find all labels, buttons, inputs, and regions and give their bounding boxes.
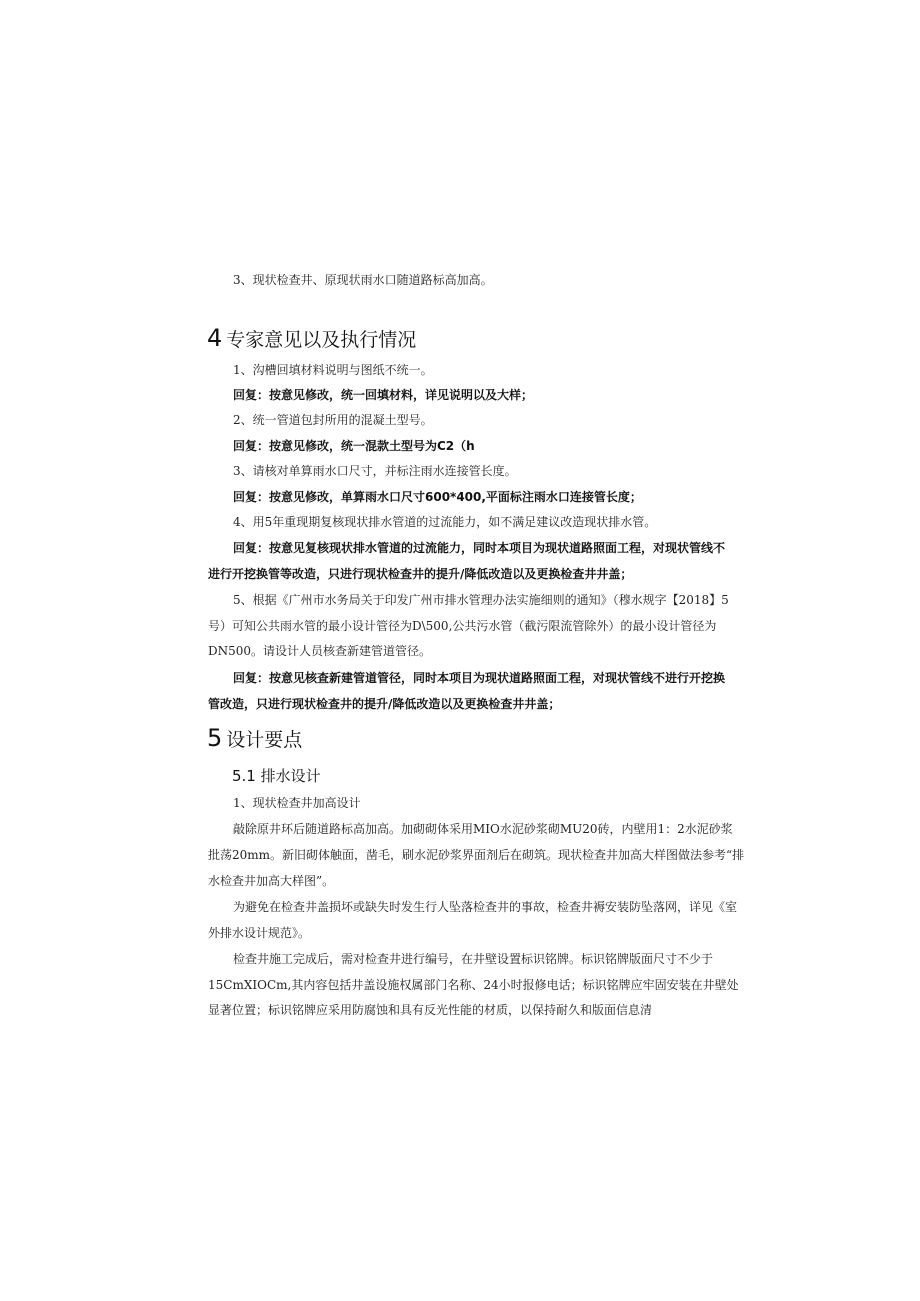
- reply-4-line-2: 进行开挖换管等改造，只进行现状检查井的提升/降低改造以及更换检查井井盖；: [208, 567, 633, 581]
- design-item-1: 1、现状检查井加高设计: [233, 796, 361, 810]
- opinion-3: 3、请核对单算雨水口尺寸，并标注雨水连接管长度。: [233, 464, 517, 478]
- opinion-5-line-3: DN500。请设计人员核查新建管道管径。: [208, 644, 432, 658]
- section-5-number: 5: [207, 724, 223, 752]
- opinion-5-line-1: 5、根据《广州市水务局关于印发广州市排水管理办法实施细则的通知》（穆水规字【2018】5: [233, 593, 729, 607]
- reply-5-line-2: 管改造，只进行现状检查井的提升/降低改造以及更换检查井井盖；: [208, 697, 561, 711]
- para-3-line-2: 15CmXIOCm,其内容包括井盖设施权属部门名称、24小时报修电话；标识铭牌应牢固安装在井壁处: [208, 978, 739, 992]
- para-1-line-1: 敲除原井环后随道路标高加高。加砌砌体采用MIO水泥砂浆砌MU20砖，内壁用1：2水泥砂浆: [233, 822, 733, 836]
- para-3-line-1: 检查井施工完成后，需对检查井进行编号，在井壁设置标识铭牌。标识铭牌版面尺寸不少于: [233, 952, 714, 966]
- para-3-line-3: 显著位置；标识铭牌应采用防腐蚀和具有反光性能的材质，以保持耐久和版面信息清: [208, 1003, 653, 1017]
- opinion-5-line-2: 号）可知公共雨水管的最小设计管径为D\500,公共污水管（截污限流管除外）的最小设计管径为: [208, 619, 717, 633]
- section-5-1-title: 排水设计: [260, 767, 321, 785]
- reply-3: 回复：按意见修改，单算雨水口尺寸600*400,平面标注雨水口连接管长度；: [233, 490, 642, 504]
- section-5-heading: [207, 726, 302, 752]
- para-1-line-2: 批荡20mm。新旧砌体触面，凿毛，刷水泥砂浆界面剂后在砌筑。现状检查井加高大样图做法参考“排: [208, 848, 745, 862]
- section-4-number: 4: [207, 324, 223, 352]
- opinion-4: 4、用5年重现期复核现状排水管道的过流能力，如不满足建议改造现状排水管。: [233, 515, 657, 529]
- reply-2: 回复：按意见修改，统一混款土型号为C2（h: [233, 439, 475, 453]
- existing-item-3: 3、现状检查井、原现状雨水口随道路标高加高。: [233, 273, 493, 287]
- reply-1: 回复：按意见修改，统一回填材料，详见说明以及大样；: [233, 388, 534, 402]
- opinion-2: 2、统一管道包封所用的混凝土型号。: [233, 413, 433, 427]
- opinion-1: 1、沟槽回填材料说明与图纸不统一。: [233, 363, 433, 377]
- para-2-line-2: 外排水设计规范》。: [208, 926, 311, 940]
- section-5-1-heading: [232, 766, 321, 786]
- para-2-line-1: 为避免在检查井盖损坏或缺失时发生行人坠落检查井的事故，检查井褥安装防坠落网，详见《室: [233, 900, 738, 914]
- reply-4-line-1: 回复：按意见复核现状排水管道的过流能力，同时本项目为现状道路照面工程，对现状管线不: [233, 541, 726, 555]
- section-4-heading: [207, 326, 416, 352]
- section-4-title: 专家意见以及执行情况: [226, 329, 417, 351]
- section-5-title: 设计要点: [226, 729, 303, 751]
- reply-5-line-1: 回复：按意见核查新建管道管径，同时本项目为现状道路照面工程，对现状管线不进行开挖换: [233, 671, 726, 685]
- para-1-line-3: 水检查井加高大样图”。: [208, 874, 335, 888]
- section-5-1-number: 5.1: [232, 767, 256, 785]
